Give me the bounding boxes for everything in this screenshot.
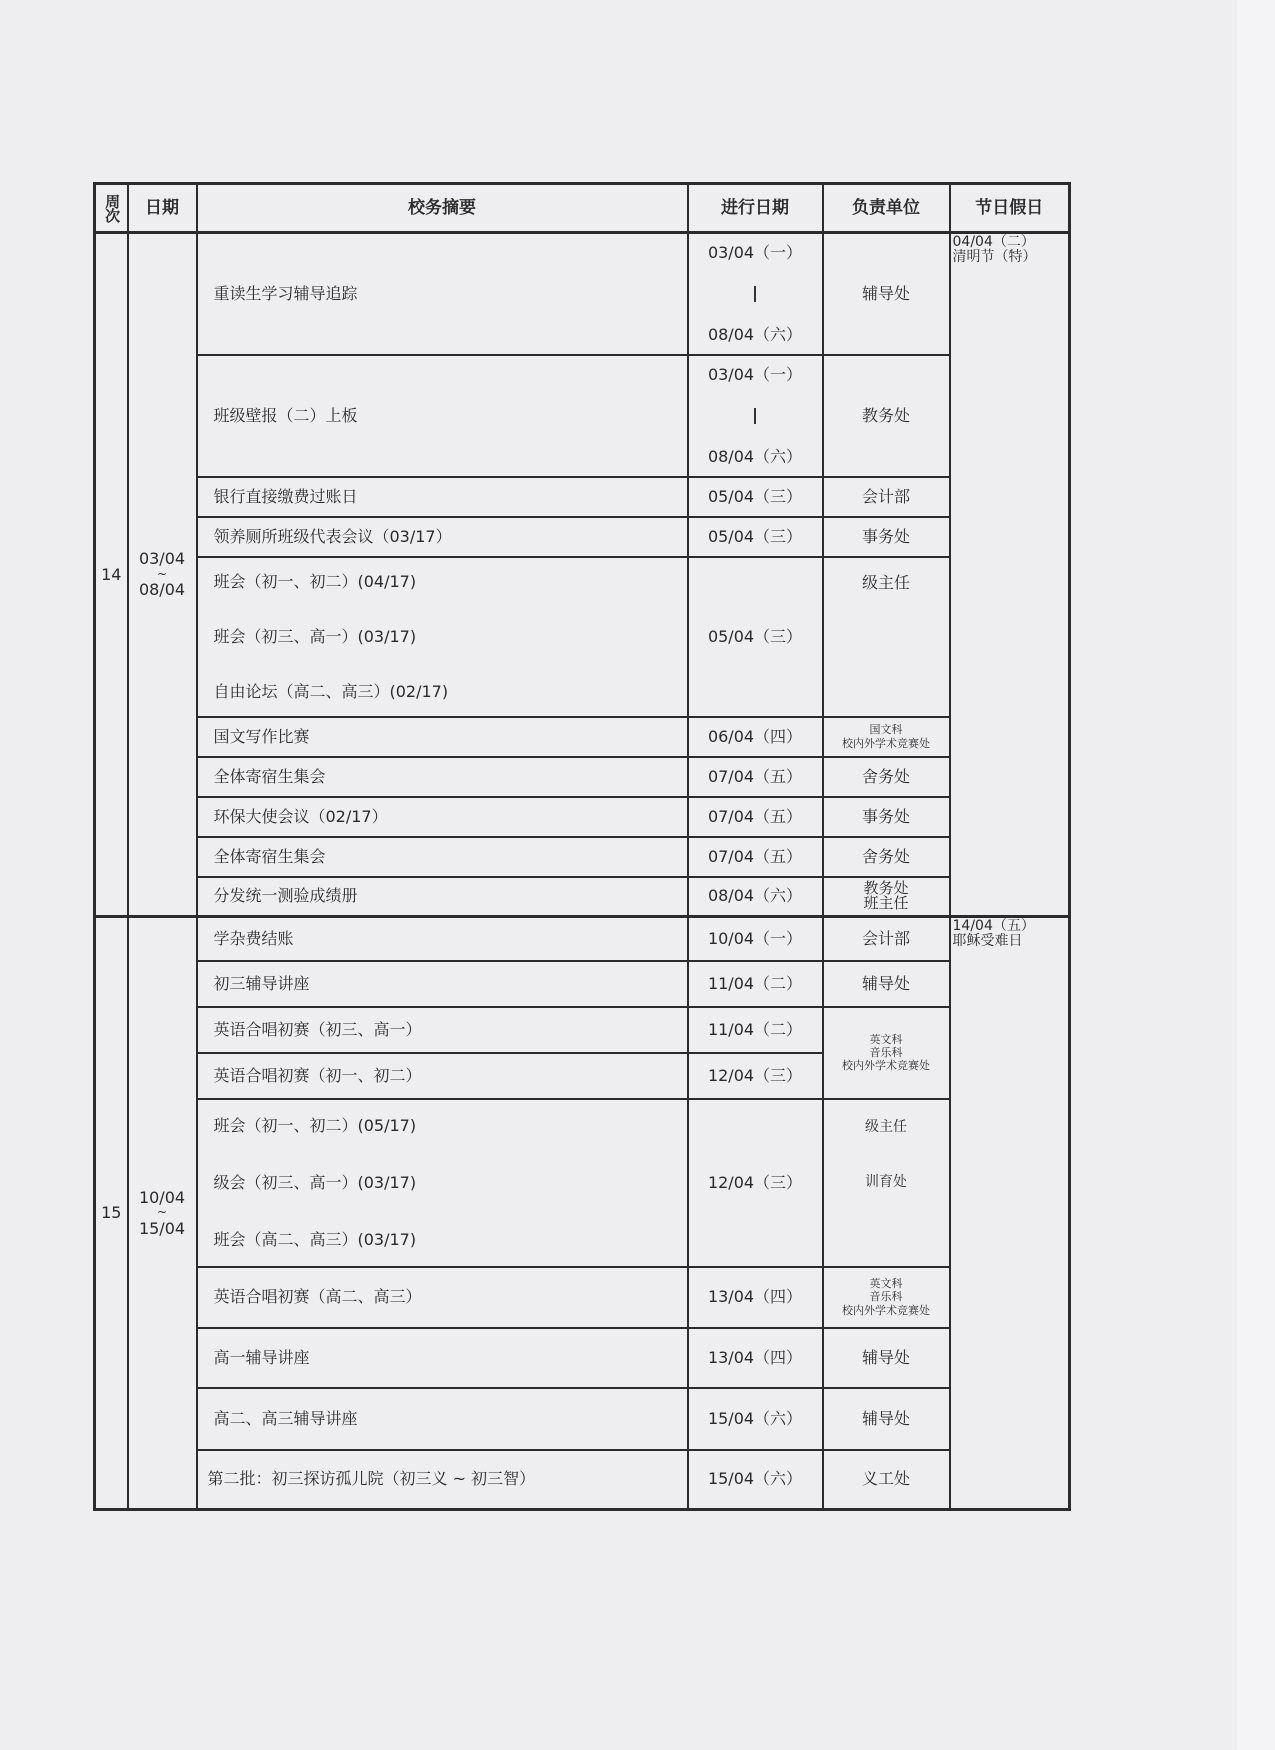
progress-cell: 05/04（三） <box>688 517 823 557</box>
unit-cell: 事务处 <box>823 517 950 557</box>
progress-cell: 15/04（六） <box>688 1388 823 1450</box>
summary-cell: 银行直接缴费过账日 <box>197 477 688 517</box>
summary-cell: 英语合唱初赛（高二、高三） <box>197 1267 688 1328</box>
unit-cell: 辅导处 <box>823 1328 950 1388</box>
progress-cell: 13/04（四） <box>688 1267 823 1328</box>
unit-cell <box>823 1099 950 1267</box>
unit-cell: 会计部 <box>823 917 950 961</box>
progress-cell: 05/04（三） <box>688 477 823 517</box>
summary-cell: 初三辅导讲座 <box>197 961 688 1007</box>
progress-cell: 07/04（五） <box>688 757 823 797</box>
unit-cell: 舍务处 <box>823 837 950 877</box>
progress-cell <box>688 355 823 477</box>
unit-cell <box>823 717 950 757</box>
progress-cell: 07/04（五） <box>688 837 823 877</box>
summary-cell: 全体寄宿生集会 <box>197 757 688 797</box>
unit-cell: 辅导处 <box>823 961 950 1007</box>
table-row <box>95 1267 1070 1328</box>
unit-cell <box>823 877 950 917</box>
summary-cell: 英语合唱初赛（初一、初二） <box>197 1053 688 1099</box>
unit-cell: 舍务处 <box>823 757 950 797</box>
table-row <box>95 477 1070 517</box>
progress-cell: 06/04（四） <box>688 717 823 757</box>
unit-line: 音乐科 <box>869 1045 903 1059</box>
summary-cell <box>197 1099 688 1267</box>
summary-line: 自由论坛（高二、高三）(02/17) <box>213 681 449 701</box>
header-week-label: 周次 <box>103 194 122 222</box>
progress-cell: 15/04（六） <box>688 1450 823 1510</box>
holiday-cell <box>950 917 1070 1510</box>
holiday-cell <box>950 233 1070 917</box>
range-divider <box>754 286 756 302</box>
header-unit: 负责单位 <box>823 184 950 233</box>
summary-cell: 班级壁报（二）上板 <box>197 355 688 477</box>
week-number: 15 <box>95 917 128 1510</box>
table-row <box>95 1328 1070 1388</box>
summary-line: 班会（初一、初二）(04/17) <box>213 571 417 591</box>
table-row <box>95 233 1070 355</box>
page-edge <box>1237 0 1275 1750</box>
unit-cell: 事务处 <box>823 797 950 837</box>
table-row <box>95 757 1070 797</box>
progress-cell: 10/04（一） <box>688 917 823 961</box>
table-row <box>95 797 1070 837</box>
table-row <box>95 1007 1070 1053</box>
summary-line: 级会（初三、高一）(03/17) <box>213 1172 417 1192</box>
summary-cell <box>197 557 688 717</box>
unit-cell: 辅导处 <box>823 1388 950 1450</box>
table-row <box>95 877 1070 917</box>
header-summary: 校务摘要 <box>197 184 688 233</box>
unit-cell: 教务处 <box>823 355 950 477</box>
week-number: 14 <box>95 233 128 917</box>
date-end: 15/04 <box>138 1218 186 1238</box>
progress-to: 08/04（六） <box>707 446 803 466</box>
header-progress: 进行日期 <box>688 184 823 233</box>
unit-cell: 辅导处 <box>823 233 950 355</box>
summary-cell: 领养厕所班级代表会议（03/17） <box>197 517 688 557</box>
table-row <box>95 961 1070 1007</box>
table-row <box>95 355 1070 477</box>
date-sep: ~ <box>156 1205 168 1220</box>
table-row <box>95 917 1070 961</box>
progress-cell: 08/04（六） <box>688 877 823 917</box>
summary-cell: 高一辅导讲座 <box>197 1328 688 1388</box>
header-row <box>95 184 1070 233</box>
unit-line: 校内外学术竞赛处 <box>842 1303 930 1317</box>
unit-cell: 会计部 <box>823 477 950 517</box>
progress-to: 08/04（六） <box>707 325 803 345</box>
unit-line: 英文科 <box>869 1277 903 1291</box>
progress-cell: 13/04（四） <box>688 1328 823 1388</box>
summary-cell: 国文写作比赛 <box>197 717 688 757</box>
unit-line: 国文科 <box>869 723 903 737</box>
unit-line: 级主任 <box>865 1118 907 1135</box>
progress-cell: 12/04（三） <box>688 1099 823 1267</box>
unit-line: 音乐科 <box>869 1290 903 1304</box>
summary-cell: 第二批：初三探访孤儿院（初三义 ~ 初三智） <box>197 1450 688 1510</box>
table-row <box>95 1099 1070 1267</box>
unit-line: 班主任 <box>863 894 909 913</box>
progress-cell <box>688 233 823 355</box>
header-week <box>95 184 128 233</box>
holiday-date: 14/04（五） <box>952 918 1035 934</box>
school-calendar-table <box>93 182 1071 1511</box>
unit-cell <box>823 1007 950 1099</box>
range-divider <box>754 408 756 424</box>
unit-line: 校内外学术竞赛处 <box>842 736 930 750</box>
header-holiday: 节日假日 <box>950 184 1070 233</box>
summary-cell: 环保大使会议（02/17） <box>197 797 688 837</box>
progress-cell: 11/04（二） <box>688 1007 823 1053</box>
summary-cell: 全体寄宿生集会 <box>197 837 688 877</box>
progress-cell: 12/04（三） <box>688 1053 823 1099</box>
summary-line: 班会（高二、高三）(03/17) <box>213 1229 417 1249</box>
unit-cell <box>823 1267 950 1328</box>
date-end: 08/04 <box>138 580 186 600</box>
progress-cell: 11/04（二） <box>688 961 823 1007</box>
holiday-name: 清明节（特） <box>952 249 1037 266</box>
holiday-date: 04/04（二） <box>952 234 1035 250</box>
summary-line: 班会（初三、高一）(03/17) <box>213 626 417 646</box>
unit-line: 校内外学术竞赛处 <box>842 1059 930 1073</box>
date-start: 03/04 <box>138 549 186 569</box>
unit-line: 训育处 <box>865 1173 907 1190</box>
date-sep: ~ <box>156 566 168 581</box>
unit-line: 教务处 <box>863 879 909 898</box>
unit-cell: 级主任 <box>823 557 950 717</box>
summary-cell: 学杂费结账 <box>197 917 688 961</box>
table-row <box>95 717 1070 757</box>
progress-from: 03/04（一） <box>707 242 803 262</box>
date-start: 10/04 <box>138 1187 186 1207</box>
summary-line: 班会（初一、初二）(05/17) <box>213 1115 417 1135</box>
header-date: 日期 <box>128 184 197 233</box>
summary-cell: 重读生学习辅导追踪 <box>197 233 688 355</box>
summary-cell: 分发统一测验成绩册 <box>197 877 688 917</box>
table-row <box>95 517 1070 557</box>
table-row <box>95 1388 1070 1450</box>
table-row <box>95 1450 1070 1510</box>
table-row <box>95 837 1070 877</box>
holiday-name: 耶稣受难日 <box>952 933 1023 950</box>
progress-from: 03/04（一） <box>707 364 803 384</box>
week-date-range <box>128 917 197 1510</box>
summary-cell: 高二、高三辅导讲座 <box>197 1388 688 1450</box>
progress-cell: 07/04（五） <box>688 797 823 837</box>
week-date-range <box>128 233 197 917</box>
progress-cell: 05/04（三） <box>688 557 823 717</box>
unit-cell: 义工处 <box>823 1450 950 1510</box>
summary-cell: 英语合唱初赛（初三、高一） <box>197 1007 688 1053</box>
table-row <box>95 557 1070 717</box>
unit-line: 英文科 <box>869 1032 903 1046</box>
